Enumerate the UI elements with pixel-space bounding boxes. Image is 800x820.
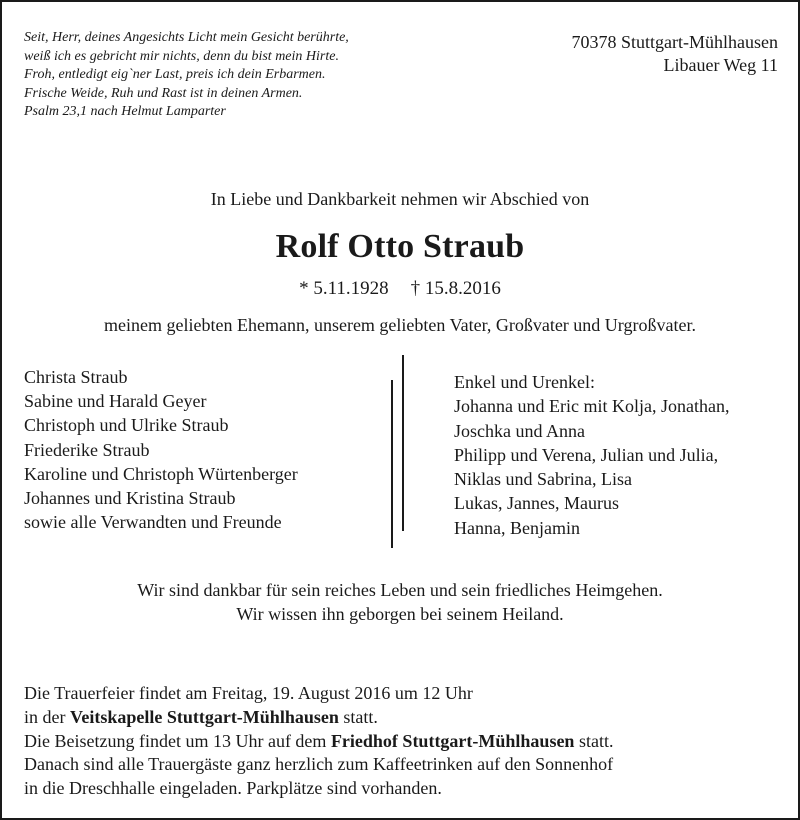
grandchildren-heading: Enkel und Urenkel: (454, 372, 595, 392)
ceremony-info (24, 682, 613, 801)
family-member: sowie alle Verwandten und Freunde (24, 512, 282, 533)
address-city: 70378 Stuttgart-Mühlhausen (571, 32, 778, 52)
relation-text: meinem geliebten Ehemann, unserem geliebten Vater, Großvater und Urgroßvater. (104, 315, 696, 335)
address (572, 31, 778, 77)
psalm-source: Psalm 23,1 nach Helmut Lamparter (24, 104, 226, 120)
psalm-line: Froh, entledigt eig`ner Last, preis ich dein Erbarmen. (24, 67, 326, 83)
ceremony-line (24, 730, 613, 754)
psalm-line: weiß ich es gebricht mir nichts, denn du bist mein Hirte. (24, 48, 339, 64)
divider-line (402, 355, 404, 531)
ceremony-text: in der (24, 706, 70, 727)
family-member: Joschka und Anna (454, 420, 585, 441)
family-list-left (24, 365, 298, 534)
divider-line (391, 380, 393, 548)
ceremony-line: in die Dreschhalle eingeladen. Parkplätze sind vorhanden. (24, 778, 442, 799)
psalm-line: Seit, Herr, deines Angesichts Licht mein Gesicht berührte, (24, 30, 349, 45)
death-date: † 15.8.2016 (410, 278, 501, 299)
deceased-name: Rolf Otto Straub (275, 228, 525, 265)
address-street: Libauer Weg 11 (663, 55, 778, 75)
ceremony-text: statt. (338, 706, 378, 727)
closing-line: Wir sind dankbar für sein reiches Leben und sein friedliches Heimgehen. (137, 580, 663, 600)
family-member: Christa Straub (24, 367, 128, 387)
family-member: Niklas und Sabrina, Lisa (454, 469, 632, 490)
ceremony-line: Die Trauerfeier findet am Freitag, 19. August 2016 um 12 Uhr (24, 683, 473, 703)
closing-text (2, 578, 798, 626)
family-list-right (454, 370, 729, 540)
family-member: Hanna, Benjamin (454, 517, 580, 538)
life-dates (2, 278, 798, 300)
ceremony-text: statt. (574, 730, 614, 751)
family-member: Sabine und Harald Geyer (24, 391, 207, 412)
ceremony-line (24, 706, 613, 730)
family-member: Christoph und Ulrike Straub (24, 415, 229, 436)
family-member: Friederike Straub (24, 439, 150, 460)
family-member: Lukas, Jannes, Maurus (454, 493, 619, 514)
ceremony-line: Danach sind alle Trauergäste ganz herzlich zum Kaffeetrinken auf den Sonnenhof (24, 754, 614, 775)
ceremony-text: Die Beisetzung findet um 13 Uhr auf dem (24, 730, 331, 751)
closing-line: Wir wissen ihn geborgen bei seinem Heiland. (236, 604, 564, 624)
family-member: Karoline und Christoph Würtenberger (24, 463, 298, 484)
cemetery-name: Friedhof Stuttgart-Mühlhausen (330, 730, 575, 751)
birth-date: * 5.11.1928 (299, 278, 389, 299)
psalm-quote (24, 29, 444, 122)
psalm-line: Frische Weide, Ruh und Rast ist in deinen Armen. (24, 85, 303, 101)
family-member: Johannes und Kristina Straub (24, 488, 236, 509)
intro-text: In Liebe und Dankbarkeit nehmen wir Abschied von (210, 189, 590, 209)
family-member: Johanna und Eric mit Kolja, Jonathan, (454, 396, 730, 417)
family-member: Philipp und Verena, Julian und Julia, (454, 444, 719, 465)
chapel-name: Veitskapelle Stuttgart-Mühlhausen (69, 706, 339, 727)
